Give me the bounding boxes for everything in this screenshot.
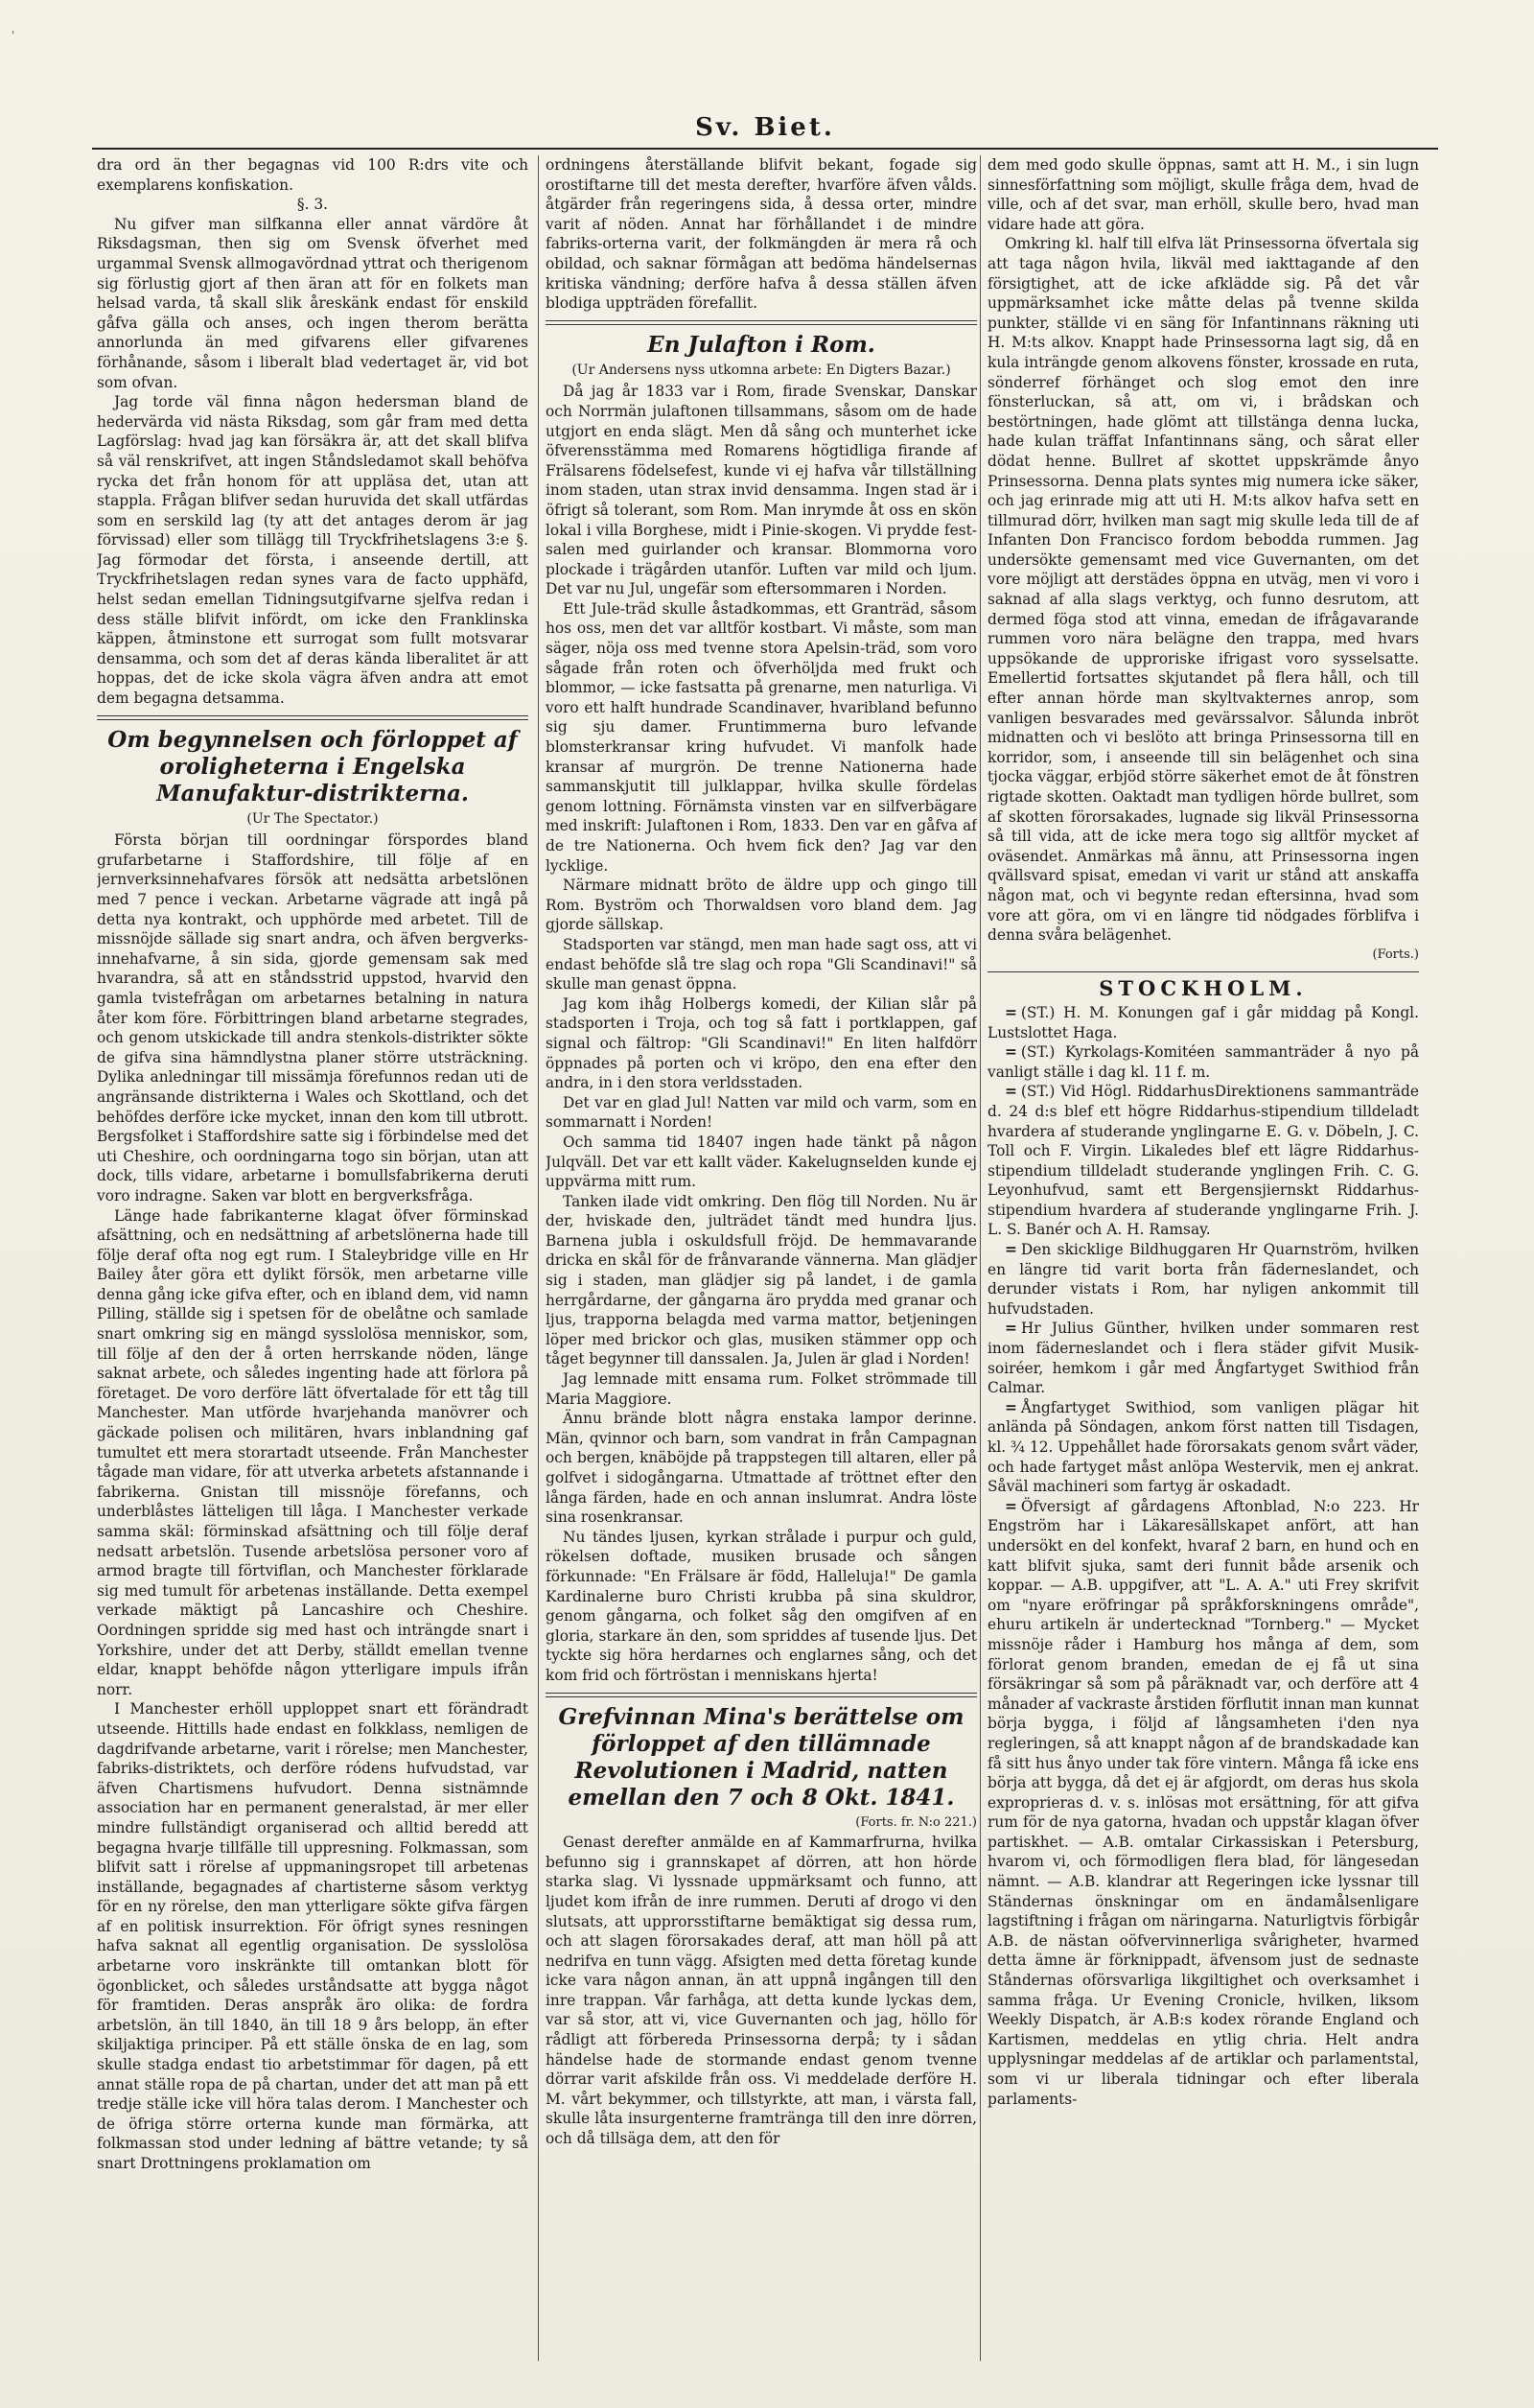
news-mark: = xyxy=(1005,1083,1017,1101)
news-text: Öfversigt af gårdagens Aftonblad, N:o 223. Hr Engström har i Läkaresällskapet anfört, att han undersökt en del konfekt, hvaraf 2 barn, en hund och en katt blifvit sjuka, samt deri funnit både arsenik och koppar. — A.B. uppgifver, att "L. A. A." uti Frey skrifvit om "nyare eröfringar på språkforskningens område", ehuru artikeln är undertecknad "Tornberg." — Mycket missnöje råder i Hamburg hos många af dem, som förlorat genom branden, emedan de ej få ut sina försäkringar så som på påräknadt var, och derföre att 4 månader af vackraste årstiden förflutit innan man kunnat börja bygga, i följd af långsamheten i'den nya regleringen, så att knappt någon af de brandskadade kan få sitt hus ånyo under tak före vintern. Många få icke ens börja att bygga, då det ej är afgjordt, om deras hus skola exproprieras d. v. s. inlösas mot ersättning, för att gifva rum för de nya gatorna, hvadan och uppstår klagan öfver partiskhet. — A.B. omtalar Cirkassiskan i Petersburg, hvarom vi, och förmodligen flera blad, för längesedan nämnt. — A.B. klandrar att Regeringen icke lyssnar till Ständernas önskningar om en ändamålsenligare lagstiftning i frågan om näringarna. Naturligtvis förbigår A.B. de nästan oöfvervinnerliga svårigheter, hvarmed detta ämne är förknippadt, äfvensom just de sednaste Ståndernas oförsvarliga likgiltighet och overksamhet i samma fråga. Ur Evening Cronicle, hvilken, liksom Weekly Dispatch, är A.B:s kodex rörande England och Kartismen, meddelas en ytlig chria. Helt andra upplysningar meddelas af de artiklar och parlamentstal, som vi ur liberala tidningar och efter liberala parlaments- xyxy=(988,1497,1419,2108)
column-2 xyxy=(546,155,977,2371)
paragraph: Jag lemnade mitt ensama rum. Folket strömmade till Maria Maggiore. xyxy=(546,1370,977,1408)
news-item xyxy=(988,1082,1419,1240)
news-item xyxy=(988,1240,1419,1319)
column-3 xyxy=(988,155,1419,2371)
paragraph: Närmare midnatt bröto de äldre upp och gingo till Rom. Byström och Thorwaldsen voro bland dem. Jag gjorde sällskap. xyxy=(546,877,977,934)
continuation-note: (Forts.) xyxy=(1372,947,1419,962)
masthead: Sv. Biet. xyxy=(695,113,835,142)
news-mark: = xyxy=(1005,1497,1017,1515)
section-mark: §. 3. xyxy=(296,196,329,214)
paragraph: ordningens återställande blifvit bekant, fogade sig orostiftarne till det mesta derefter, hvarföre äfven vålds. åtgärder från regeringens sida, å dessa orter, mindre varit af nöden. Annat har förhållandet i de mindre fabriks-orterna varit, der folkmängden är mera rå och obildad, och saknar förmågan att bedöma händelsernas kritiska vändning; derföre hafva å dessa ställen äfven blodiga uppträden förefallit. xyxy=(546,156,977,313)
news-text: Hr Julius Günther, hvilken under sommaren rest inom fäderneslandet och i flera städer gifvit Musik-soiréer, hemkom i går med Ångfartyget Swithiod från Calmar. xyxy=(988,1320,1419,1397)
news-item xyxy=(988,1319,1419,1397)
news-item xyxy=(988,1398,1419,1497)
article-separator xyxy=(546,1693,977,1697)
article-title: Om begynnelsen och förloppet af oroligheterna i Engelska Manufaktur-distrikterna. xyxy=(107,726,518,807)
news-item xyxy=(988,1003,1419,1042)
article-source: (Ur The Spectator.) xyxy=(246,810,379,827)
column-1 xyxy=(97,155,528,2371)
paragraph: dra ord än ther begagnas vid 100 R:drs vite och exemplarens konfiskation. xyxy=(97,156,528,194)
article-source: (Ur Andersens nyss utkomna arbete: En Digters Bazar.) xyxy=(571,362,951,378)
news-text: (ST.) Vid Högl. RiddarhusDirektionens sammanträde d. 24 d:s blef ett högre Riddarhus-stipendium tilldeladt hvardera af studerande ynglingarne E. G. v. Döbeln, J. C. Toll och F. Virgin. Likaledes blef ett lägre Riddarhus-stipendium tilldeladt studerande ynglingen Frih. C. G. Leyonhufvud, samt ett Bergensjiernskt Riddarhus-stipendium hvardera af studerande ynglingarne Frih. J. L. S. Banér och A. H. Ramsay. xyxy=(988,1083,1419,1239)
news-item xyxy=(988,1497,1419,2109)
news-mark: = xyxy=(1005,1398,1017,1416)
news-text: (ST.) Kyrkolags-Komitéen sammanträder å nyo på vanligt ställe i dag kl. 11 f. m. xyxy=(988,1043,1419,1081)
news-mark: = xyxy=(1005,1320,1017,1338)
column-divider-1 xyxy=(538,155,539,2361)
paragraph: Jag torde väl finna någon hedersman bland de hedervärda vid nästa Riksdag, som går fram med detta Lagförslag: hvad jag kan försäkra är, att det skall blifva så väl renskrifvet, att ingen Ståndsledamot skall behöfva rycka det från honom för att uppläsa det, utan att stappla. Frågan blifver sedan huruvida det skall utfärdas som en serskild lag (ty att det antages derom är jag förvissad) eller som tillägg till Tryckfrihetslagens 3:e §. Jag förmodar det första, i anseende dertill, att Tryckfrihetslagen redan synes vara de facto upphäfd, helst sedan emellan Tidningsutgifvarne sjelfva redan i dess ställe blifvit infördt, om icke den Franklinska käppen, åtminstone ett surrogat som fullt motsvarar densamma, och som det af deras kända liberalitet är att hoppas, det de icke skola vägra äfven andra att emot dem begagna detsamma. xyxy=(97,393,528,708)
paragraph: Ännu brände blott några enstaka lampor derinne. Män, qvinnor och barn, som vandrat in från Campagnan och bergen, knäböjde på trappstegen till altaren, eller på golfvet i sidogångarna. Utmattade af tröttnet efter den långa färden, hade en och annan inslumrat. Andra löste sina rosenkransar. xyxy=(546,1410,977,1527)
paragraph: Stadsporten var stängd, men man hade sagt oss, att vi endast behöfde slå tre slag och ropa "Gli Scandinavi!" så skulle man genast öppna. xyxy=(546,935,977,994)
paragraph: Genast derefter anmälde en af Kammarfrurna, hvilka befunno sig i grannskapet af dörren, att hon hörde starka slag. Vi lyssnade uppmärksamt och funno, att ljudet kom ifrån de inre rummen. Deruti af drogo vi den slutsats, att upprorsstiftarne bemäktigat sig dessa rum, och att slagen förorsakades deraf, att man höll på att nedrifva en tunn vägg. Afsigten med detta företag kunde icke vara någon annan, än att uppnå ingången till den inre trappan. Vår farhåga, att detta kunde lyckas dem, var så stor, att vi, vice Guvernanten och jag, höllo för rådligt att förbereda Prinsessorna derpå; ty i sådan händelse hade de stormande endast genom tvenne dörrar varit afskilde från oss. Vi meddelade derföre H. M. vårt bekymmer, och tillstyrkte, att man, i värsta fall, skulle låta insurgenterne framtränga till den inre dörren, och då tillsäga dem, att den för xyxy=(546,1834,977,2148)
city-heading: STOCKHOLM. xyxy=(1099,976,1308,1001)
news-mark: = xyxy=(1005,1003,1017,1021)
news-text: (ST.) H. M. Konungen gaf i går middag på Kongl. Lustslottet Haga. xyxy=(988,1003,1419,1041)
paragraph: Ett Jule-träd skulle åstadkommas, ett Granträd, såsom hos oss, men det var alltför kostbart. Vi måste, som man säger, nöja oss med tvenne stora Apelsin-träd, som voro sågade från roten och öfverhöljda med frukt och blommor, — icke fastsatta på grenarne, men naturliga. Vi voro ett halft hundrade Scandinaver, hvaribland befunno sig sju damer. Fruntimmerna buro lefvande blomsterkransar kring hufvudet. Vi manfolk hade kransar af murgrön. De trenne Nationerna hade sammanskjutit till julklappar, hvilka skulle fördelas genom lottning. Förnämsta vinsten var en silfverbägare med inskrift: Julaftonen i Rom, 1833. Den var en gåfva af de tre Nationerna. Och hvem fick den? Jag var den lycklige. xyxy=(546,599,977,875)
paragraph: I Manchester erhöll upploppet snart ett förändradt utseende. Hittills hade endast en folkklass, nemligen de dagdrifvande arbetarne, varit i rörelse; men Manchester, fabriks-distriktets, och derföre ródens hufvudstad, var äfven Chartismens hufvudort. Denna sistnämnde association har en permanent generalstad, är mer eller mindre fullständigt organiserad och alltid beredd att begagna hvarje tillfälle till uppresning. Folkmassan, som blifvit satt i rörelse af uppmaningsropet till arbetenas inställande, begagnades af chartisterne såsom verktyg för en ny rörelse, den man ytterligare sökte gifva färgen af en politisk insurrektion. För öfrigt synes resningen hafva saknat all egentlig organisation. De sysslolösa arbetarne voro inskränkte till omtankan blott för ögonblicket, och således urståndsatte att bygga något för framtiden. Deras anspråk äro olika: de fordra arbetslön, än till 1840, än till 18 9 års belopp, än efter skiljaktiga principer. På ett ställe önska de en lag, som skulle stadga endast tio arbetstimmar för dagen, på ett annat ställe ropa de på chartan, under det att man på ett tredje ställe icke vill höra talas derom. I Manchester och de öfriga större orterna kunde man förmärka, att folkmassan stod under ledning af bättre vetande; ty så snart Drottningens proklamation om xyxy=(97,1700,528,2172)
paragraph: Nu tändes ljusen, kyrkan strålade i purpur och guld, rökelsen doftade, musiken brusade och sången förkunnade: "En Frälsare är född, Halleluja!" De gamla Kardinalerne buro Christi krubba på sina skuldror, genom gångarna, och folket såg den omgifven af en gloria, starkare än den, som spriddes af tusende ljus. Det tyckte sig höra herdarnes och englarnes sång, och det kom frid och förtröstan i menniskans hjerta! xyxy=(546,1528,977,1684)
paragraph: Tanken ilade vidt omkring. Den flög till Norden. Nu är der, hviskade den, julträdet tändt med hundra ljus. Barnena jubla i oskuldsfull fröjd. De hemmavarande dricka en skål för de frånvarande vännerna. Man glädjer sig i staden, man glädjer sig på landet, i de gamla herrgårdarne, der gångarna äro prydda med granar och ljus, trapporna belagda med varma mattor, betjeningen löper med brickor och glas, musiken stämmer opp och tåget begynner till danssalen. Ja, Julen är glad i Norden! xyxy=(546,1192,977,1368)
article-separator xyxy=(97,715,528,720)
paragraph: Och samma tid 18407 ingen hade tänkt på någon Julqväll. Det var ett kallt väder. Kakelugnselden kunde ej uppvärma mitt rum. xyxy=(546,1133,977,1191)
news-text: Den skicklige Bildhuggaren Hr Quarnström, hvilken en längre tid varit borta från fäderneslandet, och derunder vistats i Rom, har nyligen ankommit till hufvudstaden. xyxy=(988,1241,1419,1318)
article-title: Grefvinnan Mina's berättelse om förloppet af den tillämnade Revolutionen i Madrid, natten emellan den 7 och 8 Okt. 1841. xyxy=(558,1703,965,1811)
paragraph: Första början till oordningar förspordes bland grufarbetarne i Staffordshire, till följe af en jernverksinnehafvares försök att nedsätta arbetslönen med 7 pence i veckan. Arbetarne vägrade att ingå på detta nya kontrakt, och upphörde med arbetet. Till de missnöjde sällade sig snart andra, och äfven bergverks-innehafvarne, å sin sida, gjorde gemensam sak med hvarandra, så att en ståndsstrid uppstod, hvarvid den gamla tvistefrågan om arbetarnes betalning in natura åter kom före. Förbittringen bland arbetarne stegrades, och genom utskickade till andra stenkols-distrikter sökte de gifva sina hämndlystna planer större utsträckning. Dylika anledningar till missämja förefunnos redan uti de angränsande distrikterna i Wales och Skottland, och det behöfdes derföre icke mycket, innan den kom till utbrott. Bergsfolket i Staffordshire satte sig i förbindelse med det uti Cheshire, och oordningarna togo sin början, utan att dock, tills vidare, arbetarne i bomullsfabrikerna deruti voro indragne. Saken var blott en bergverksfråga. xyxy=(97,831,528,1204)
continuation-note: (Forts. fr. N:o 221.) xyxy=(855,1814,977,1830)
paragraph: Nu gifver man silfkanna eller annat värdöre åt Riksdagsman, then sig om Svensk öfverhet med urgammal Svensk allmogavördnad yttrat och therigenom sig förlustig gjort af then äran att för en folkets man helsad varda, tå skall slik åreskänk endast för enskild gåfva gälla och anses, och ingen therom berätta annorlunda än med gifvarens eller gifvarenes förhånande, såsom i liberalt blad vedertaget är, vid bot som ofvan. xyxy=(97,215,528,391)
paragraph: Omkring kl. half till elfva lät Prinsessorna öfvertala sig att taga någon hvila, likväl med iakttagande af den försigtighet, att de icke afklädde sig. På det vår uppmärksamhet icke måtte delas på tvenne skilda punkter, ställde vi en säng för Infantinnans räkning uti H. M:ts alkov. Knappt hade Prinsessorna lagt sig, då en kula inträngde genom alkovens fönster, krossade en ruta, sönderref förhänget och slog emot den inre fönsterluckan, så att, om vi, i brådskan och bestörtningen, hade glömt att tillstänga denna lucka, hade kulan träffat Infantinnans säng, och sårat eller dödat henne. Bullret af skottet uppskrämde ånyo Prinsessorna. Denna plats syntes mig numera icke säker, och jag erinrade mig att uti H. M:ts alkov hafva sett en tillmurad dörr, hvilken man sagt mig skulle leda till de af Infanten Don Francisco fordom bebodda rummen. Jag undersökte gemensamt med vice Guvernanten, om det vore möjligt att derstädes öppna en utväg, men vi voro i saknad af alla slags verktyg, och funno desrutom, att dermed föga stod att vinna, emedan de ifrågavarande rummen voro nära belägne den trappa, med hvars uppsökande de upproriske ifrigast voro sysselsatte. Emellertid fortsattes skjutandet på flera håll, och till efter annan hörde man skyltvakternes anrop, som vanligen besvarades med gevärssalvor. Sålunda inbröt midnatten och vi beslöto att bringa Prinsessorna till en korridor, som, i anseende till sin belägenhet och sina tjocka väggar, erbjöd större säkerhet emot de åt fönstren rigtade skotten. Oaktadt man tydligen hörde bullret, som af skotten förorsakades, lugnade sig likväl Prinsessorna så till vida, att de icke mera togo sig alltför mycket af oväsendet. Anmärkas må ännu, att Prinsessorna ingen qvällsvard spisat, emedan vi varit ur stånd att anskaffa någon mat, och vi begynte redan eftersinna, hvad som vore att göra, om vi en längre tid nödgades förblifva i denna svåra belägenhet. xyxy=(988,235,1419,945)
article-separator xyxy=(546,320,977,325)
paragraph: Det var en glad Jul! Natten var mild och varm, som en sommarnatt i Norden! xyxy=(546,1093,977,1132)
paragraph: Då jag år 1833 var i Rom, firade Svenskar, Danskar och Norrmän julaftonen tillsammans, såsom om de hade utgjort en enda slägt. Men då sång och munterhet icke öfverensstämma med Romarens högtidliga firande af Frälsarens födelsefest, kunde vi ej hafva vår tillställning inom staden, utan strax invid densamma. Ingen stad är i öfrigt så tolerant, som Rom. Man inrymde åt oss en skön lokal i villa Borghese, midt i Pinie-skogen. Vi prydde fest-salen med guirlander och kransar. Blommorna voro plockade i trägården utanför. Luften var mild och ljum. Det var nu Jul, ungefär som eftersommaren i Norden. xyxy=(546,383,977,598)
paragraph: Länge hade fabrikanterne klagat öfver förminskad afsättning, och en nedsättning af arbetslönerna hade till följe deraf ofta nog egt rum. I Staleybridge ville en Hr Bailey åter göra ett dylikt försök, men arbetarne ville denna gång icke gifva efter, och en ibland dem, vid namn Pilling, ställde sig i spetsen för de obelåtne och samlade snart omkring sig en mängd sysslolösa menniskor, som, till följe af den der å orten herrskande nöden, länge saknat arbete, och således ingenting hade att förlora på företaget. De voro derföre lätt öfvertalade för ett tåg till Manchester. Man utförde hvarjehanda manövrer och gäckade polisen och militären, hvars inblandning gaf tumultet ett mera storartadt utseende. Från Manchester tågade man vidare, för att utverka arbetets afstannande i fabrikerna. Gnistan till missnöje förefanns, och underblåstes lätteligen till låga. I Manchester verkade samma skäl: förminskad afsättning och till följe deraf nedsatt arbetslön. Tusende arbetslösa personer voro af armod bragte till förtviflan, och Manchester förklarade sig med tumult för arbetenas inställande. Detta exempel verkade mäktigt på Lancashire och Cheshire. Oordningen spridde sig med hast och inträngde snart i Yorkshire, under det att Derby, ställdt emellan tvenne eldar, knappt behöfde någon ytterligare impuls ifrån norr. xyxy=(97,1206,528,1698)
masthead-rule xyxy=(92,148,1438,150)
paragraph: dem med godo skulle öppnas, samt att H. M., i sin lugn sinnesförfattning som möjligt, skulle fråga dem, hvad de ville, och af det svar, man erhöll, skulle bero, hvad man vidare hade att göra. xyxy=(988,156,1419,233)
paragraph: Jag kom ihåg Holbergs komedi, der Kilian slår på stadsporten i Troja, och tog så fatt i portklappen, gaf signal och fältrop: "Gli Scandinavi!" En liten halfdörr öppnades på porten och vi kröpo, den ena efter den andra, in i den stora verldsstaden. xyxy=(546,994,977,1092)
page-edge-mark: ' xyxy=(12,29,15,42)
news-mark: = xyxy=(1005,1043,1017,1062)
section-rule xyxy=(988,971,1419,972)
column-divider-2 xyxy=(980,155,981,2361)
news-text: Ångfartyget Swithiod, som vanligen plägar hit anlända på Söndagen, ankom först natten till Tisdagen, kl. ¾ 12. Uppehållet hade förorsakats genom svårt väder, och hade fartyget måst anlöpa Westervik, men ej ankrat. Såväl machineri som fartyg är oskadadt. xyxy=(988,1398,1419,1496)
news-item xyxy=(988,1042,1419,1082)
news-mark: = xyxy=(1005,1241,1017,1259)
article-title: En Julafton i Rom. xyxy=(647,331,875,358)
